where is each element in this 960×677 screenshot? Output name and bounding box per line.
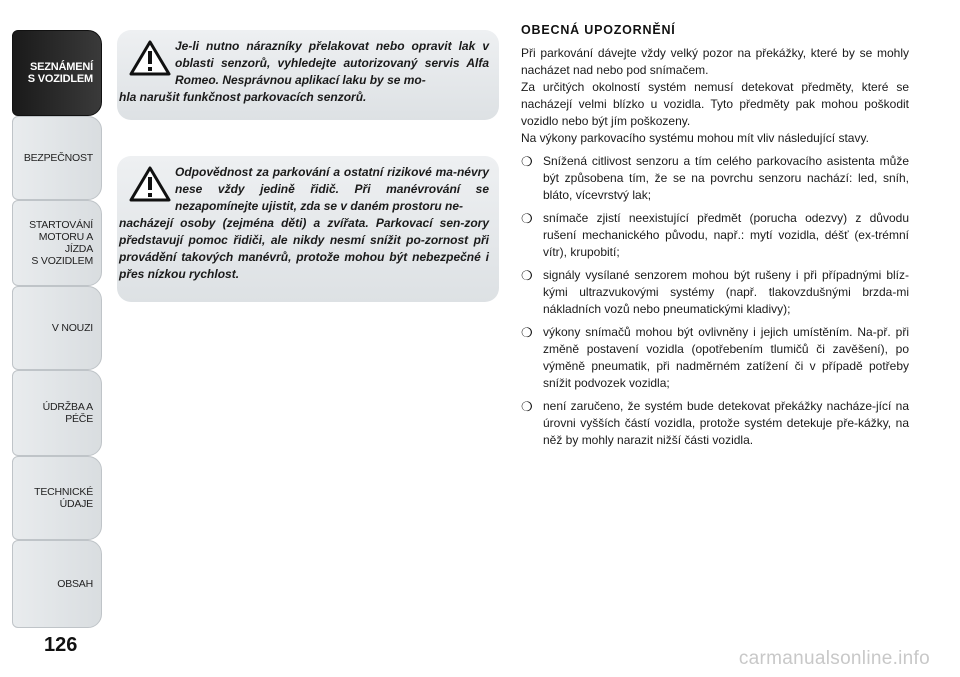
list-item: ❍ výkony snímačů mohou být ovlivněny i jejich umístěním. Na-př. při změně postavení vozidla (opotřebením tlumičů či zavěšení), po výměně pneumatik, při nadměrném zatížení či v případě potřeby snížit podvozek vozidla; [521,325,909,390]
list-item: ❍ Snížená citlivost senzoru a tím celého parkovacího asistenta může být způsobena tím, že se na povrchu senzoru nachází: led, sníh, bláto, vícevrstvý lak; [521,154,909,202]
watermark: carmanualsonline.info [738,648,930,669]
paragraph: Na výkony parkovacího systému mohou mít vliv následující stavy. [521,131,869,145]
warning-box-responsibility [117,156,499,302]
tab-obsah[interactable]: OBSAH [12,540,102,628]
warning-box-paint [117,30,499,120]
paragraph: Za určitých okolností systém nemusí detekovat předměty, které se nacházejí velmi blízko u vozidla. Tyto předměty pak mohou poškodit vozidlo nebo být jím poškozeny. [521,80,909,128]
tab-v-nouzi[interactable]: V NOUZI [12,286,102,370]
tab-startovani[interactable]: STARTOVÁNÍ MOTORU A JÍZDA S VOZIDLEM [12,200,102,286]
circle-bullet-icon: ❍ [521,399,533,414]
circle-bullet-icon: ❍ [521,268,533,283]
circle-bullet-icon: ❍ [521,325,533,340]
warning-triangle-icon [129,40,171,76]
circle-bullet-icon: ❍ [521,154,533,169]
conditions-list [521,153,909,449]
list-item: ❍ snímače zjistí neexistující předmět (porucha odezvy) z důvodu rušení mechanického původu, např.: mytí vozidla, déšť (ex-trémní vítr), krupobití; [521,211,909,259]
general-warnings-section [521,22,909,449]
page-number: 126 [44,634,78,656]
warning-text: Je-li nutno nárazníky přelakovat nebo opravit lak v oblasti senzorů, vyhledejte autorizovaný servis Alfa Romeo. Nesprávnou aplikací laku by se mo- hla narušit funkčnost parkovacích senzorů. [119,39,489,104]
tab-udrzba-a-pece[interactable]: ÚDRŽBA A PÉČE [12,370,102,456]
section-title: OBECNÁ UPOZORNĚNÍ [521,23,676,37]
list-item: ❍ není zaručeno, že systém bude detekovat překážky nacháze-jící na úrovni vyšších částí vozidla, protože systém detekuje pře-kážky, na něž by mohly narazit nižší části vozidla. [521,399,909,447]
tab-bezpecnost[interactable]: BEZPEČNOST [12,116,102,200]
warning-triangle-icon [129,166,171,202]
paragraph: Při parkování dávejte vždy velký pozor na překážky, které by se mohly nacházet nad nebo pod snímačem. [521,46,909,77]
warning-text: Odpovědnost za parkování a ostatní rizikové ma-névry nese vždy jedině řidič. Při manévrování se nezapomínejte ujistit, zda se v daném prostoru ne- nacházejí osoby (zejména děti) a zvířata. Parkovací sen-zory představují pomoc řidiči, ale nikdy nesmí snížit po-zornost při provádění takových manévrů, protože mohou být nebezpečné i přes nízkou rychlost. [119,165,489,281]
circle-bullet-icon: ❍ [521,211,533,226]
list-item: ❍ signály vysílané senzorem mohou být rušeny i při případnými blíz-kými ultrazvukovými systémy (např. tlakovzdušnými brzda-mi nákladních vozů nebo pneumatickými kladivy); [521,268,909,316]
chapter-sidebar [12,30,102,630]
tab-technicke-udaje[interactable]: TECHNICKÉ ÚDAJE [12,456,102,540]
tab-seznameni-s-vozidlem[interactable]: SEZNÁMENÍ S VOZIDLEM [12,30,102,116]
